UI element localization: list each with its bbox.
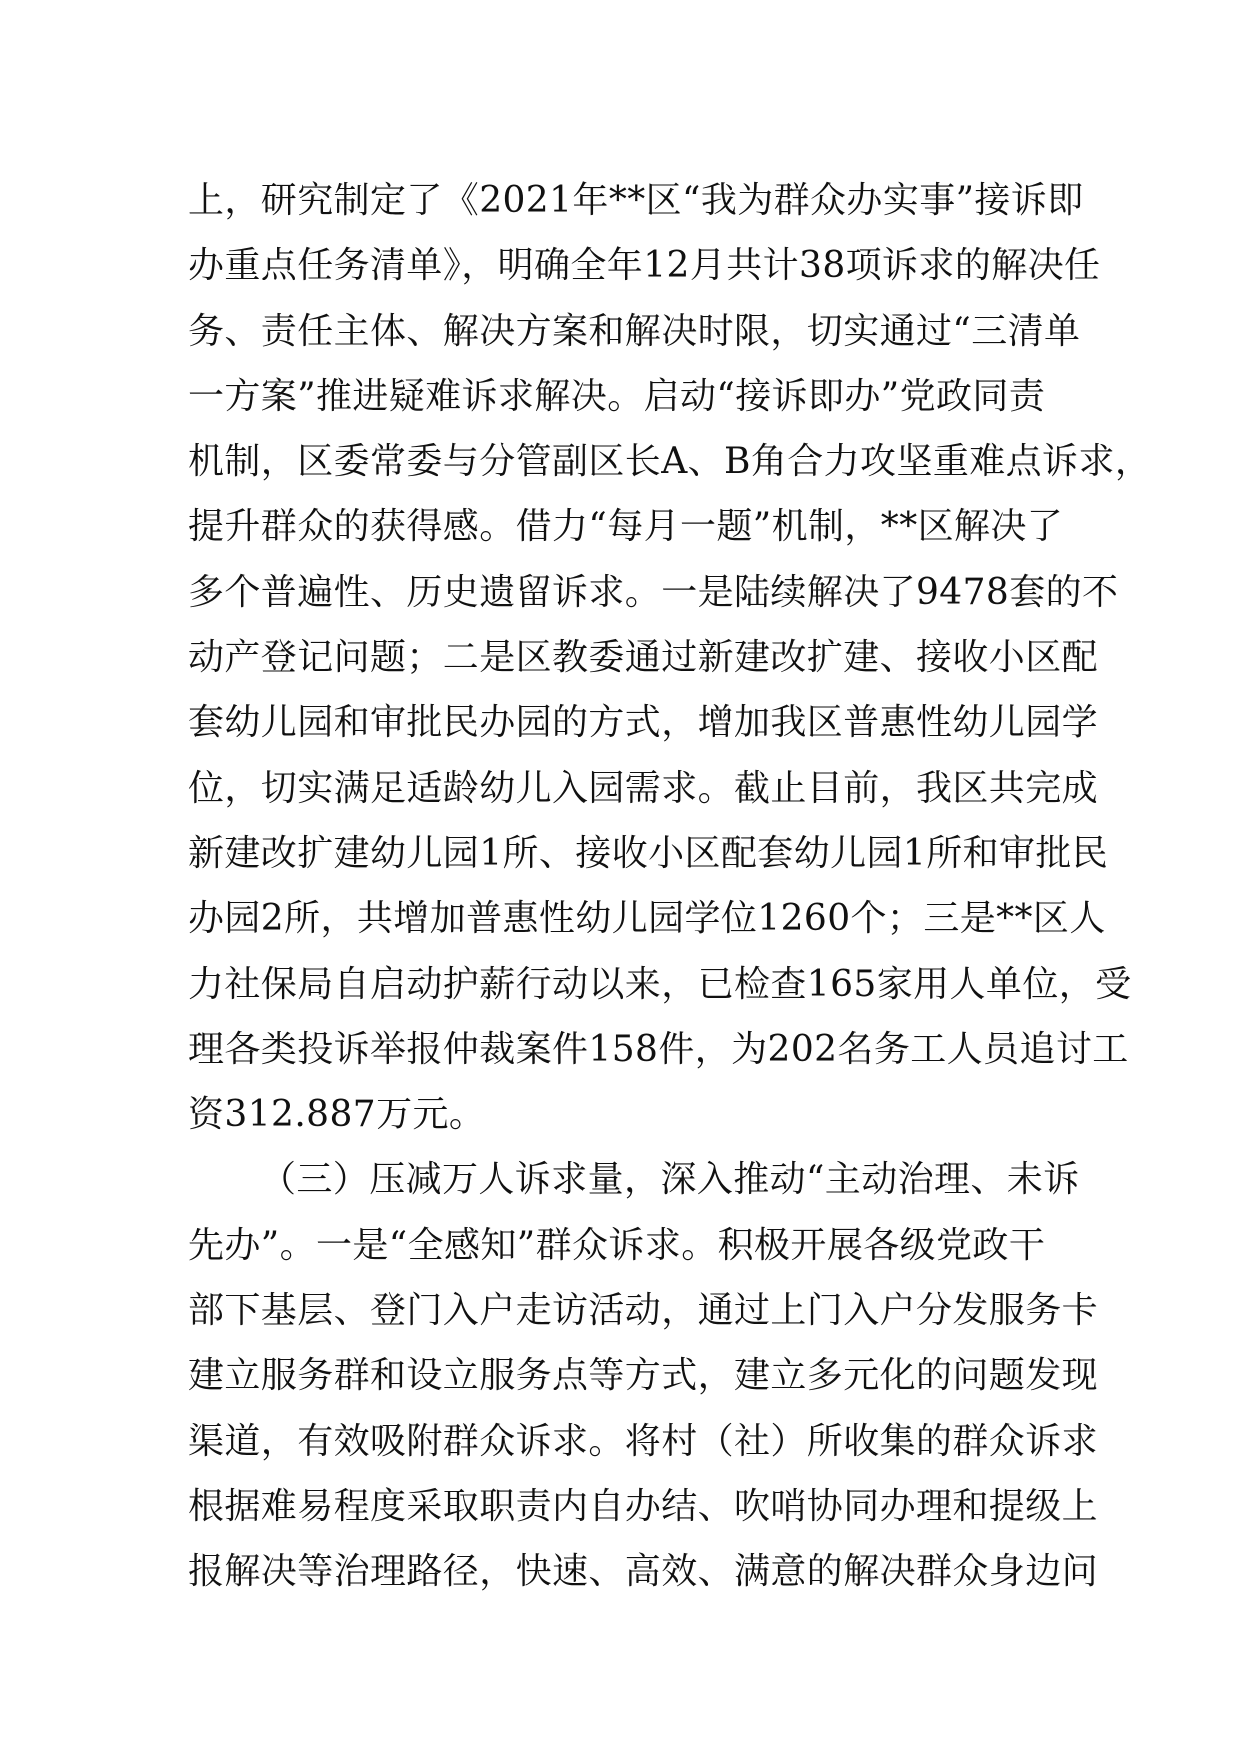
text-line: 建立服务群和设立服务点等方式，建立多元化的问题发现 [188, 1355, 1099, 1397]
text-line: 资312.887万元。 [188, 1094, 486, 1136]
text-line: 先办”。一是“全感知”群众诉求。积极开展各级党政干 [188, 1224, 1046, 1266]
text-line: 机制，区委常委与分管副区长A、B角合力攻坚重难点诉求， [188, 441, 1152, 483]
text-line: 办园2所，共增加普惠性幼儿园学位1260个；三是**区人 [188, 898, 1106, 940]
text-line: 渠道，有效吸附群众诉求。将村（社）所收集的群众诉求 [188, 1420, 1099, 1462]
text-line: 务、责任主体、解决方案和解决时限，切实通过“三清单 [188, 310, 1081, 352]
text-line: 根据难易程度采取职责内自办结、吹哨协同办理和提级上 [188, 1485, 1099, 1527]
body-text [188, 168, 1152, 1605]
text-line: 套幼儿园和审批民办园的方式，增加我区普惠性幼儿园学 [188, 702, 1099, 744]
text-line: 位，切实满足适龄幼儿入园需求。截止目前，我区共完成 [188, 767, 1099, 809]
text-line: 报解决等治理路径，快速、高效、满意的解决群众身边问 [188, 1551, 1099, 1593]
text-line: 一方案”推进疑难诉求解决。启动“接诉即办”党政同责 [188, 375, 1046, 417]
text-line: 力社保局自启动护薪行动以来，已检查165家用人单位，受 [188, 963, 1132, 1005]
text-line: 动产登记问题；二是区教委通过新建改扩建、接收小区配 [188, 637, 1099, 679]
section-heading-line: （三）压减万人诉求量，深入推动“主动治理、未诉 [260, 1159, 1080, 1201]
text-line: 上，研究制定了《2021年**区“我为群众办实事”接诉即 [188, 180, 1084, 221]
text-line: 理各类投诉举报仲裁案件158件，为202名务工人员追讨工 [188, 1028, 1129, 1070]
text-line: 办重点任务清单》，明确全年12月共计38项诉求的解决任 [188, 245, 1101, 287]
text-line: 部下基层、登门入户走访活动，通过上门入户分发服务卡 [188, 1290, 1099, 1332]
text-line: 新建改扩建幼儿园1所、接收小区配套幼儿园1所和审批民 [188, 832, 1109, 874]
text-line: 多个普遍性、历史遗留诉求。一是陆续解决了9478套的不 [188, 571, 1119, 613]
text-line: 提升群众的获得感。借力“每月一题”机制，**区解决了 [188, 506, 1064, 548]
